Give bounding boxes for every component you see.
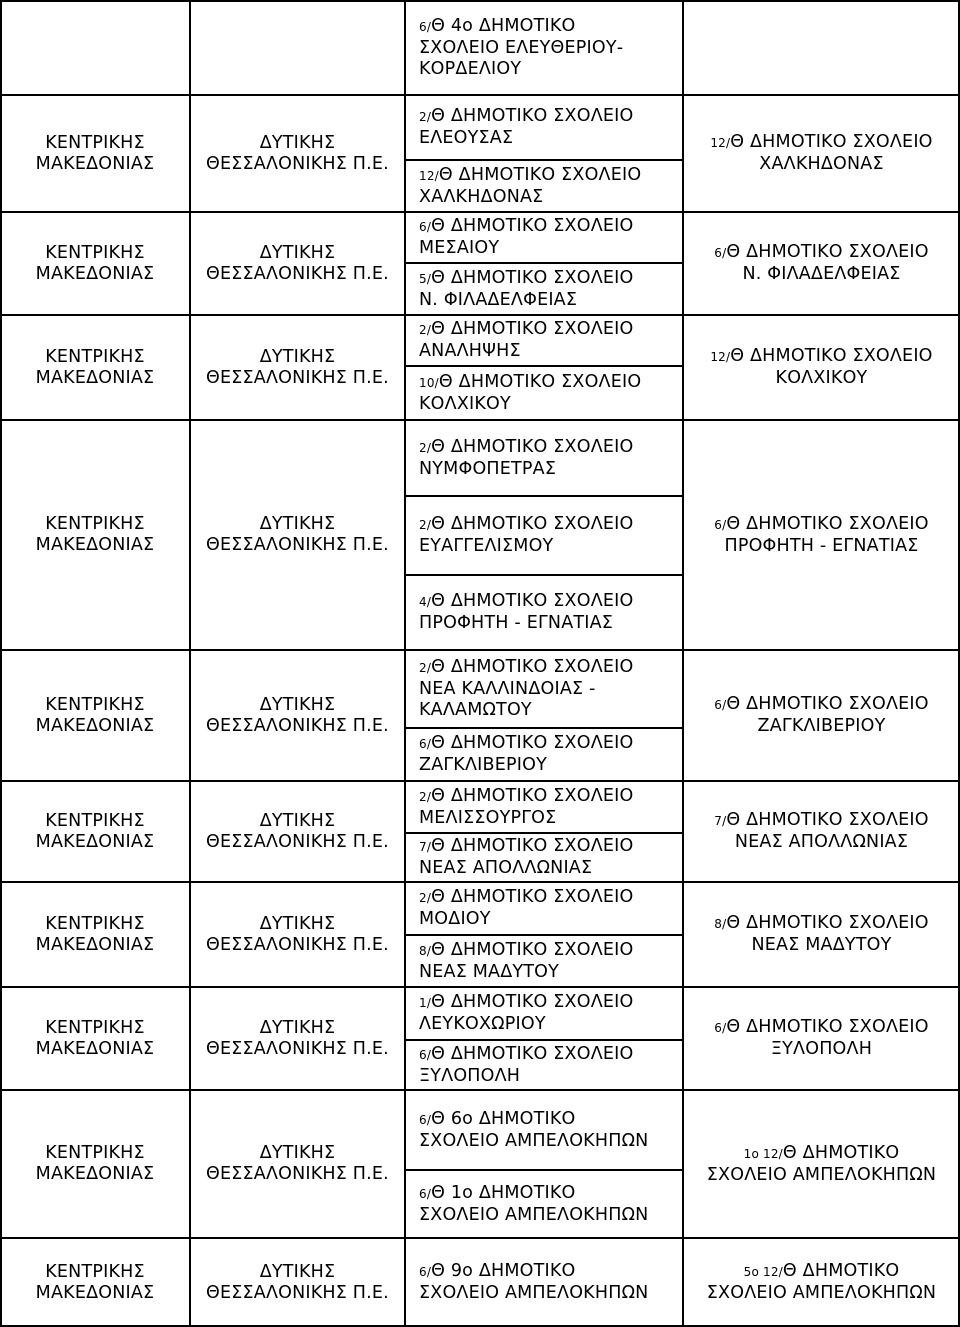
merged-school-cell-line: 6/Θ ΔΗΜΟΤΙΚΟ ΣΧΟΛΕΙΟ bbox=[419, 216, 634, 236]
merged-school-cell-line: 2/Θ ΔΗΜΟΤΙΚΟ ΣΧΟΛΕΙΟ bbox=[419, 785, 634, 806]
merged-school-cell-line: 6/Θ 9ο ΔΗΜΟΤΙΚΟ bbox=[419, 1261, 576, 1281]
merged-school-cell-line: ΝΕΑΣ ΜΑΔΥΤΟΥ bbox=[419, 961, 560, 982]
merged-school-cell bbox=[419, 0, 683, 95]
merged-school-cell-line: 8/Θ ΔΗΜΟΤΙΚΟ ΣΧΟΛΕΙΟ bbox=[419, 939, 634, 960]
merged-school-cell bbox=[419, 833, 683, 882]
region-cell-line: ΚΕΝΤΡΙΚΗΣ bbox=[45, 913, 145, 934]
merged-school-cell bbox=[419, 882, 683, 935]
district-cell-line: ΔΥΤΙΚΗΣ bbox=[259, 242, 336, 263]
region-cell bbox=[0, 315, 190, 420]
merged-school-cell bbox=[419, 212, 683, 263]
merged-school-cell-line: 6/Θ 4ο ΔΗΜΟΤΙΚΟ bbox=[419, 15, 576, 36]
merged-school-cell-line: 6/Θ ΔΗΜΟΤΙΚΟ ΣΧΟΛΕΙΟ bbox=[419, 733, 634, 753]
region-cell-line: ΜΑΚΕΔΟΝΙΑΣ bbox=[35, 831, 155, 852]
merged-school-cell-line: 2/Θ ΔΗΜΟΤΙΚΟ ΣΧΟΛΕΙΟ bbox=[419, 514, 634, 534]
merged-school-cell bbox=[419, 935, 683, 987]
merged-school-cell-line: Ν. ΦΙΛΑΔΕΛΦΕΙΑΣ bbox=[419, 289, 578, 310]
new-school-cell-line: ΧΑΛΚΗΔΟΝΑΣ bbox=[759, 154, 884, 174]
region-cell-line: ΚΕΝΤΡΙΚΗΣ bbox=[45, 1261, 145, 1282]
district-cell bbox=[190, 882, 405, 987]
region-cell-line: ΜΑΚΕΔΟΝΙΑΣ bbox=[35, 535, 155, 555]
merged-school-cell bbox=[419, 987, 683, 1040]
district-cell bbox=[190, 212, 405, 315]
district-cell bbox=[190, 420, 405, 650]
new-school-cell bbox=[683, 315, 960, 420]
new-school-cell-line: 12/Θ ΔΗΜΟΤΙΚΟ ΣΧΟΛΕΙΟ bbox=[710, 132, 933, 152]
merged-school-cell-line: ΣΧΟΛΕΙΟ ΑΜΠΕΛΟΚΗΠΩΝ bbox=[419, 1283, 649, 1303]
merged-school-cell-line: 6/Θ 1ο ΔΗΜΟΤΙΚΟ bbox=[419, 1182, 576, 1203]
new-school-cell-line: ΖΑΓΚΛΙΒΕΡΙΟΥ bbox=[757, 716, 886, 736]
merged-school-cell bbox=[419, 366, 683, 420]
region-cell-line: ΜΑΚΕΔΟΝΙΑΣ bbox=[35, 715, 155, 736]
new-school-cell-line: 6/Θ ΔΗΜΟΤΙΚΟ ΣΧΟΛΕΙΟ bbox=[714, 694, 929, 714]
region-cell bbox=[0, 987, 190, 1090]
district-cell-line: ΘΕΣΣΑΛΟΝΙΚΗΣ Π.Ε. bbox=[206, 715, 389, 736]
new-school-cell bbox=[683, 1238, 960, 1327]
new-school-cell-line: ΚΟΛΧΙΚΟΥ bbox=[775, 368, 868, 388]
merged-school-cell-line: ΣΧΟΛΕΙΟ ΑΜΠΕΛΟΚΗΠΩΝ bbox=[419, 1130, 649, 1151]
new-school-cell-line: ΝΕΑΣ ΜΑΔΥΤΟΥ bbox=[751, 935, 892, 955]
district-cell-line: ΔΥΤΙΚΗΣ bbox=[259, 1017, 336, 1038]
district-cell-line: ΔΥΤΙΚΗΣ bbox=[259, 694, 336, 715]
region-cell bbox=[0, 882, 190, 987]
district-cell-line: ΔΥΤΙΚΗΣ bbox=[259, 346, 336, 367]
merged-school-cell bbox=[419, 575, 683, 650]
region-cell-line: ΚΕΝΤΡΙΚΗΣ bbox=[45, 514, 145, 534]
district-cell-line: ΔΥΤΙΚΗΣ bbox=[259, 913, 336, 934]
district-cell-line: ΘΕΣΣΑΛΟΝΙΚΗΣ Π.Ε. bbox=[206, 934, 389, 955]
region-cell bbox=[0, 95, 190, 212]
merged-school-cell bbox=[419, 263, 683, 315]
region-cell bbox=[0, 212, 190, 315]
region-cell-line: ΚΕΝΤΡΙΚΗΣ bbox=[45, 1017, 145, 1038]
district-cell-line: ΔΥΤΙΚΗΣ bbox=[259, 810, 336, 831]
merged-school-cell-line: 4/Θ ΔΗΜΟΤΙΚΟ ΣΧΟΛΕΙΟ bbox=[419, 591, 634, 611]
new-school-cell-line: 6/Θ ΔΗΜΟΤΙΚΟ ΣΧΟΛΕΙΟ bbox=[714, 1017, 929, 1037]
district-cell-line: ΘΕΣΣΑΛΟΝΙΚΗΣ Π.Ε. bbox=[206, 153, 389, 174]
new-school-cell-line: 1ο 12/Θ ΔΗΜΟΤΙΚΟ bbox=[743, 1142, 900, 1163]
merged-school-cell-line: 12/Θ ΔΗΜΟΤΙΚΟ ΣΧΟΛΕΙΟ bbox=[419, 164, 642, 185]
district-cell-line: ΔΥΤΙΚΗΣ bbox=[259, 514, 336, 534]
merged-school-cell-line: ΣΧΟΛΕΙΟ ΕΛΕΥΘΕΡΙΟΥ- bbox=[419, 37, 624, 58]
merged-school-cell bbox=[419, 650, 683, 728]
merged-school-cell-line: ΕΛΕΟΥΣΑΣ bbox=[419, 128, 514, 148]
new-school-cell-line: ΠΡΟΦΗΤΗ - ΕΓΝΑΤΙΑΣ bbox=[724, 535, 919, 556]
merged-school-cell-line: ΕΥΑΓΓΕΛΙΣΜΟΥ bbox=[419, 536, 554, 556]
merged-school-cell-line: 2/Θ ΔΗΜΟΤΙΚΟ ΣΧΟΛΕΙΟ bbox=[419, 657, 634, 677]
new-school-cell-line: ΝΕΑΣ ΑΠΟΛΛΩΝΙΑΣ bbox=[734, 832, 909, 852]
merged-school-cell-line: ΖΑΓΚΛΙΒΕΡΙΟΥ bbox=[419, 755, 547, 775]
merged-school-cell-line: ΧΑΛΚΗΔΟΝΑΣ bbox=[419, 186, 544, 207]
region-cell-line: ΜΑΚΕΔΟΝΙΑΣ bbox=[35, 263, 155, 284]
merged-school-cell-line: 2/Θ ΔΗΜΟΤΙΚΟ ΣΧΟΛΕΙΟ bbox=[419, 436, 634, 457]
district-cell bbox=[190, 1238, 405, 1327]
new-school-cell-line: 6/Θ ΔΗΜΟΤΙΚΟ ΣΧΟΛΕΙΟ bbox=[714, 513, 929, 534]
merged-school-cell-line: ΜΕΣΑΙΟΥ bbox=[419, 238, 500, 258]
region-cell-line: ΚΕΝΤΡΙΚΗΣ bbox=[45, 346, 145, 367]
merged-school-cell bbox=[419, 95, 683, 160]
new-school-cell-line: ΣΧΟΛΕΙΟ ΑΜΠΕΛΟΚΗΠΩΝ bbox=[706, 1283, 937, 1303]
region-cell-line: ΚΕΝΤΡΙΚΗΣ bbox=[45, 132, 145, 153]
merged-school-cell bbox=[419, 420, 683, 496]
new-school-cell-line: ΣΧΟΛΕΙΟ ΑΜΠΕΛΟΚΗΠΩΝ bbox=[706, 1164, 937, 1185]
merged-school-cell-line: 7/Θ ΔΗΜΟΤΙΚΟ ΣΧΟΛΕΙΟ bbox=[419, 836, 634, 856]
merged-school-cell bbox=[419, 315, 683, 366]
merged-school-cell-line: ΝΥΜΦΟΠΕΤΡΑΣ bbox=[419, 458, 557, 479]
district-cell-line: ΘΕΣΣΑΛΟΝΙΚΗΣ Π.Ε. bbox=[206, 831, 389, 852]
new-school-cell-line: 12/Θ ΔΗΜΟΤΙΚΟ ΣΧΟΛΕΙΟ bbox=[710, 346, 933, 366]
region-cell-line: ΚΕΝΤΡΙΚΗΣ bbox=[45, 810, 145, 831]
new-school-cell-line: 6/Θ ΔΗΜΟΤΙΚΟ ΣΧΟΛΕΙΟ bbox=[714, 242, 929, 262]
region-cell-line: ΜΑΚΕΔΟΝΙΑΣ bbox=[35, 367, 155, 388]
merged-school-cell bbox=[419, 1170, 683, 1238]
district-cell-line: ΔΥΤΙΚΗΣ bbox=[259, 1261, 336, 1282]
v-rule bbox=[189, 0, 191, 95]
merged-school-cell-line: ΞΥΛΟΠΟΛΗ bbox=[419, 1065, 521, 1086]
merged-school-cell-line: ΚΑΛΑΜΩΤΟΥ bbox=[419, 700, 532, 720]
merged-school-cell bbox=[419, 160, 683, 212]
district-cell-line: ΘΕΣΣΑΛΟΝΙΚΗΣ Π.Ε. bbox=[206, 1038, 389, 1059]
region-cell bbox=[0, 420, 190, 650]
merged-school-cell-line: 2/Θ ΔΗΜΟΤΙΚΟ ΣΧΟΛΕΙΟ bbox=[419, 319, 634, 339]
merged-school-cell-line: ΜΟΔΙΟΥ bbox=[419, 909, 491, 929]
new-school-cell bbox=[683, 1090, 960, 1238]
district-cell-line: ΘΕΣΣΑΛΟΝΙΚΗΣ Π.Ε. bbox=[206, 1164, 389, 1184]
district-cell bbox=[190, 781, 405, 882]
region-cell-line: ΜΑΚΕΔΟΝΙΑΣ bbox=[35, 153, 155, 174]
region-cell-line: ΜΑΚΕΔΟΝΙΑΣ bbox=[35, 1282, 155, 1303]
new-school-cell-line: 5ο 12/Θ ΔΗΜΟΤΙΚΟ bbox=[743, 1261, 900, 1281]
district-cell-line: ΘΕΣΣΑΛΟΝΙΚΗΣ Π.Ε. bbox=[206, 535, 389, 555]
district-cell bbox=[190, 95, 405, 212]
new-school-cell bbox=[683, 212, 960, 315]
new-school-cell-line: 8/Θ ΔΗΜΟΤΙΚΟ ΣΧΟΛΕΙΟ bbox=[714, 913, 929, 933]
region-cell-line: ΚΕΝΤΡΙΚΗΣ bbox=[45, 694, 145, 715]
merged-school-cell-line: ΣΧΟΛΕΙΟ ΑΜΠΕΛΟΚΗΠΩΝ bbox=[419, 1204, 649, 1225]
new-school-cell bbox=[683, 95, 960, 212]
district-cell-line: ΘΕΣΣΑΛΟΝΙΚΗΣ Π.Ε. bbox=[206, 263, 389, 284]
new-school-cell-line: ΞΥΛΟΠΟΛΗ bbox=[770, 1039, 873, 1059]
new-school-cell bbox=[683, 420, 960, 650]
merged-school-cell-line: ΝΕΑΣ ΑΠΟΛΛΩΝΙΑΣ bbox=[419, 858, 593, 878]
district-cell bbox=[190, 987, 405, 1090]
district-cell-line: ΘΕΣΣΑΛΟΝΙΚΗΣ Π.Ε. bbox=[206, 1282, 389, 1303]
merged-school-cell-line: 6/Θ 6ο ΔΗΜΟΤΙΚΟ bbox=[419, 1108, 576, 1129]
merged-school-cell-line: 6/Θ ΔΗΜΟΤΙΚΟ ΣΧΟΛΕΙΟ bbox=[419, 1043, 634, 1064]
merged-school-cell bbox=[419, 781, 683, 833]
merged-school-cell bbox=[419, 496, 683, 575]
merged-school-cell-line: 10/Θ ΔΗΜΟΤΙΚΟ ΣΧΟΛΕΙΟ bbox=[419, 371, 642, 392]
merged-school-cell-line: ΛΕΥΚΟΧΩΡΙΟΥ bbox=[419, 1014, 546, 1034]
merged-school-cell bbox=[419, 1090, 683, 1170]
merged-school-cell-line: ΠΡΟΦΗΤΗ - ΕΓΝΑΤΙΑΣ bbox=[419, 613, 614, 633]
merged-school-cell-line: ΚΟΡΔΕΛΙΟΥ bbox=[419, 58, 522, 79]
district-cell bbox=[190, 650, 405, 781]
region-cell-line: ΚΕΝΤΡΙΚΗΣ bbox=[45, 242, 145, 263]
merged-school-cell-line: 2/Θ ΔΗΜΟΤΙΚΟ ΣΧΟΛΕΙΟ bbox=[419, 106, 634, 126]
district-cell-line: ΔΥΤΙΚΗΣ bbox=[259, 1143, 336, 1163]
new-school-cell-line: Ν. ΦΙΛΑΔΕΛΦΕΙΑΣ bbox=[742, 264, 901, 284]
region-cell bbox=[0, 1238, 190, 1327]
region-cell bbox=[0, 650, 190, 781]
region-cell bbox=[0, 781, 190, 882]
region-cell-line: ΜΑΚΕΔΟΝΙΑΣ bbox=[35, 934, 155, 955]
region-cell-line: ΜΑΚΕΔΟΝΙΑΣ bbox=[35, 1164, 155, 1184]
merged-school-cell-line: ΑΝΑΛΗΨΗΣ bbox=[419, 341, 521, 361]
merged-school-cell-line: 5/Θ ΔΗΜΟΤΙΚΟ ΣΧΟΛΕΙΟ bbox=[419, 267, 634, 288]
district-cell bbox=[190, 315, 405, 420]
new-school-cell bbox=[683, 882, 960, 987]
merged-school-cell-line: 2/Θ ΔΗΜΟΤΙΚΟ ΣΧΟΛΕΙΟ bbox=[419, 887, 634, 907]
merged-school-cell-line: ΚΟΛΧΙΚΟΥ bbox=[419, 393, 511, 414]
new-school-cell bbox=[683, 650, 960, 781]
merged-school-cell-line: 1/Θ ΔΗΜΟΤΙΚΟ ΣΧΟΛΕΙΟ bbox=[419, 992, 634, 1012]
region-cell-line: ΚΕΝΤΡΙΚΗΣ bbox=[45, 1143, 145, 1163]
new-school-cell bbox=[683, 987, 960, 1090]
region-cell-line: ΜΑΚΕΔΟΝΙΑΣ bbox=[35, 1038, 155, 1059]
district-cell bbox=[190, 1090, 405, 1238]
new-school-cell-line: 7/Θ ΔΗΜΟΤΙΚΟ ΣΧΟΛΕΙΟ bbox=[714, 810, 929, 830]
district-cell-line: ΘΕΣΣΑΛΟΝΙΚΗΣ Π.Ε. bbox=[206, 367, 389, 388]
merged-school-cell bbox=[419, 1238, 683, 1327]
new-school-cell bbox=[683, 781, 960, 882]
district-cell-line: ΔΥΤΙΚΗΣ bbox=[259, 132, 336, 153]
v-rule bbox=[404, 0, 406, 95]
region-cell bbox=[0, 1090, 190, 1238]
merged-school-cell bbox=[419, 1040, 683, 1090]
merged-school-cell bbox=[419, 728, 683, 781]
merged-school-cell-line: ΝΕΑ ΚΑΛΛΙΝΔΟΙΑΣ - bbox=[419, 679, 596, 699]
merged-school-cell-line: ΜΕΛΙΣΣΟΥΡΓΟΣ bbox=[419, 807, 557, 828]
